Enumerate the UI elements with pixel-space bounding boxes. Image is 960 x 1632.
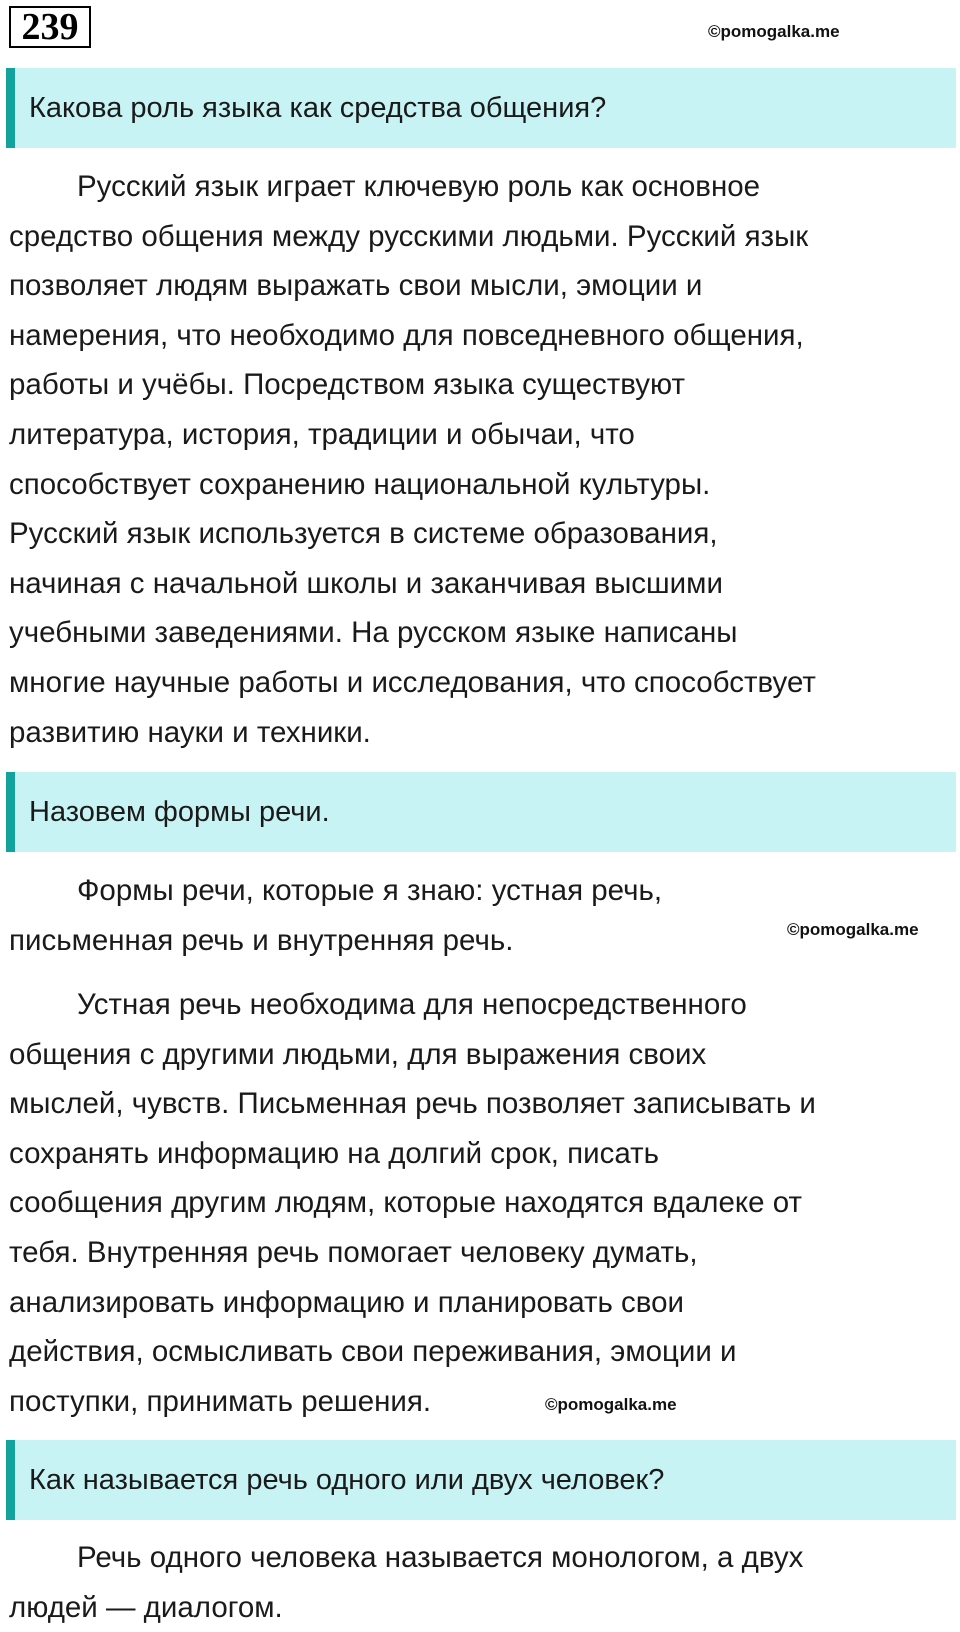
watermark-top: ©pomogalka.me bbox=[708, 22, 840, 41]
answer-1-paragraph-1: Русский язык играет ключевую роль как основное средство общения между русскими людьми. Русский язык позволяет людям выражать свои мысли, эмоции и намерения, что необходимо для повседневного общения, работы и учёбы. Посредством языка существуют литература, история, традиции и обычаи, что способствует сохранению национальной культуры. Русский язык используется в системе образования, начиная с начальной школы и заканчивая высшими учебными заведениями. На русском языке написаны многие научные работы и исследования, что способствует развитию науки и техники. bbox=[9, 170, 816, 749]
watermark-bottom: ©pomogalka.me bbox=[545, 1395, 677, 1414]
answer-2-paragraph-2: Устная речь необходима для непосредственного общения с другими людьми, для выражения своих мыслей, чувств. Письменная речь позволяет записывать и сохранять информацию на долгий срок, писать сообщения другим людям, которые находятся вдалеке от тебя. Внутренняя речь помогает человеку думать, анализировать информацию и планировать свои действия, осмысливать свои переживания, эмоции и поступки, принимать решения. bbox=[9, 988, 816, 1418]
answer-2-paragraph-1: Формы речи, которые я знаю: устная речь, письменная речь и внутренняя речь. bbox=[9, 874, 663, 957]
question-3: Как называется речь одного или двух человек? bbox=[6, 1440, 956, 1520]
question-1: Какова роль языка как средства общения? bbox=[6, 68, 956, 148]
question-2: Назовем формы речи. bbox=[6, 772, 956, 852]
watermark-middle: ©pomogalka.me bbox=[787, 920, 919, 939]
answer-3-paragraph-1: Речь одного человека называется монологом, а двух людей — диалогом. bbox=[9, 1541, 804, 1624]
task-number: 239 bbox=[9, 6, 91, 48]
